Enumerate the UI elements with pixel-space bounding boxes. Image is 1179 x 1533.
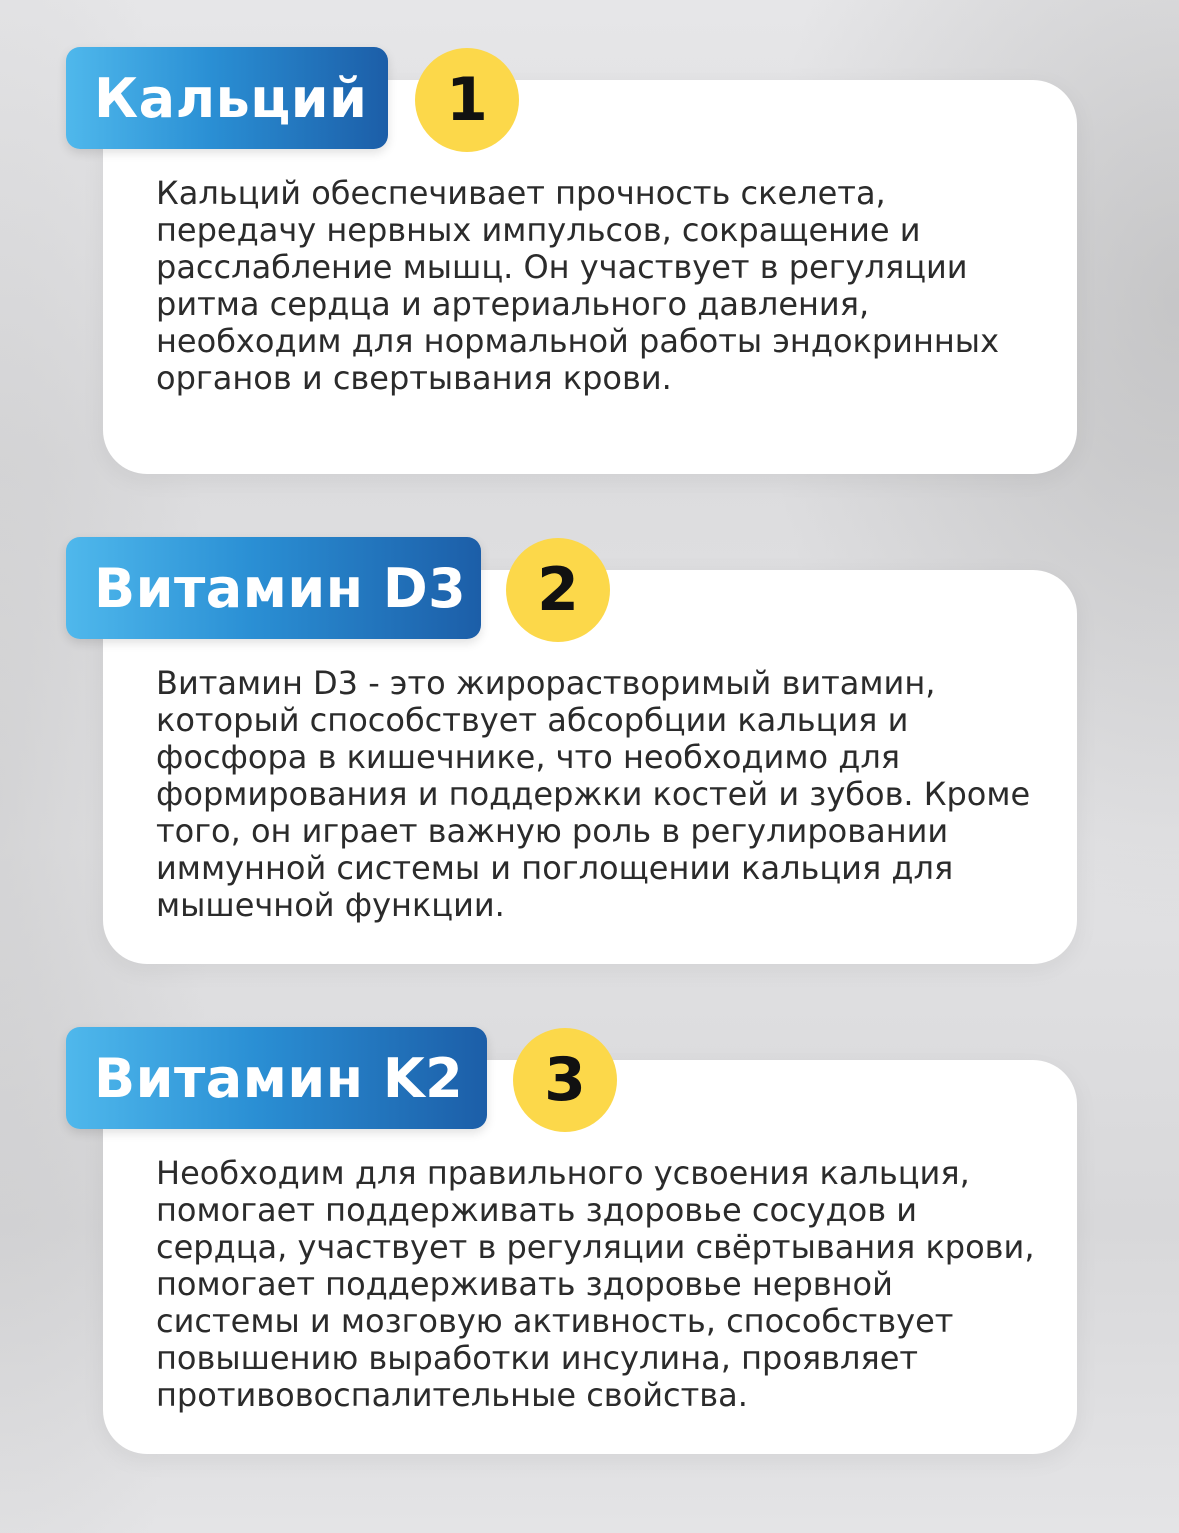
- title-vitamin-k2: Витамин K2: [94, 1046, 464, 1110]
- title-vitamin-d3: Витамин D3: [94, 556, 467, 620]
- number-badge-2: 2: [506, 538, 610, 642]
- title-calcium: Кальций: [94, 66, 368, 130]
- title-tag-calcium: [66, 47, 388, 149]
- description-calcium: Кальций обеспечивает прочность скелета, передачу нервных импульсов, сокращение и расслабление мышц. Он участвует в регуляции ритма сердца и артериального давления, необходим для нормальной работы эндокринных органов и свертывания крови.: [156, 174, 999, 397]
- description-vitamin-k2: Необходим для правильного усвоения кальция, помогает поддерживать здоровье сосудов и сердца, участвует в регуляции свёртывания крови, помогает поддерживать здоровье нервной системы и мозговую активность, способствует повышению выработки инсулина, проявляет противовоспалительные свойства.: [156, 1154, 1035, 1414]
- description-vitamin-d3: Витамин D3 - это жирорастворимый витамин, который способствует абсорбции кальция и фосфора в кишечнике, что необходимо для формирования и поддержки костей и зубов. Кроме того, он играет важную роль в регулировании иммунной системы и поглощении кальция для мышечной функции.: [156, 664, 1031, 924]
- title-tag-vitamin-d3: [66, 537, 481, 639]
- title-tag-vitamin-k2: [66, 1027, 487, 1129]
- number-badge-1: 1: [415, 48, 519, 152]
- number-badge-3: 3: [513, 1028, 617, 1132]
